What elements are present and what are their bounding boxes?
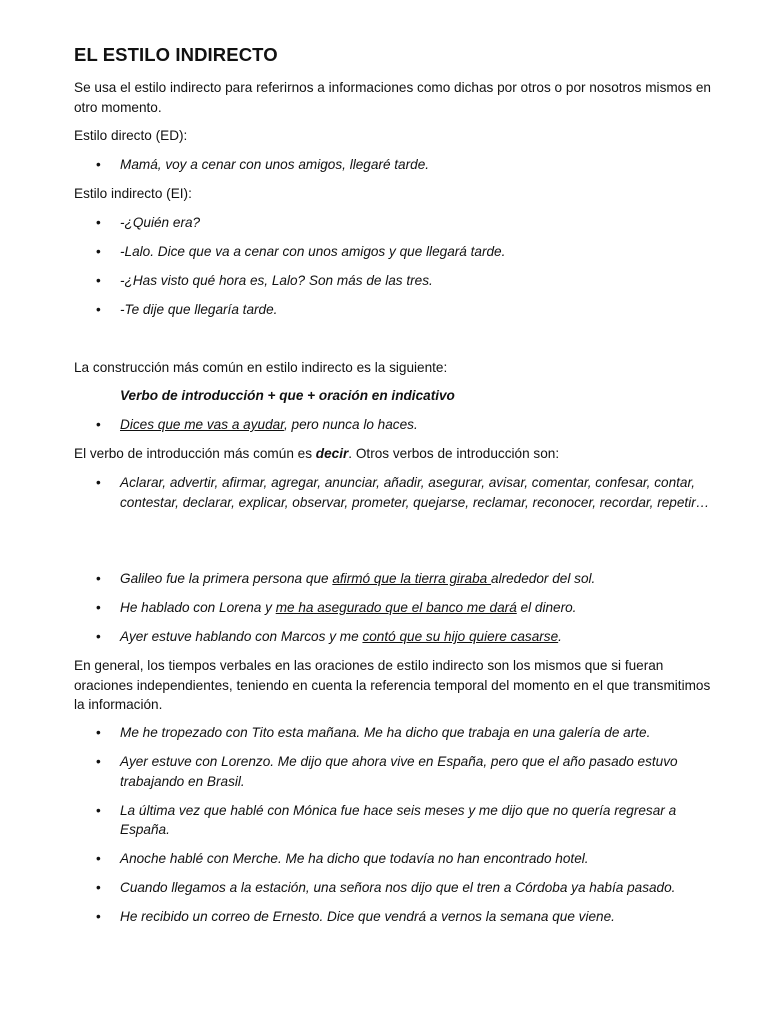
intro-paragraph: Se usa el estilo indirecto para referirnos a informaciones como dichas por otros o por nosotros mismos en otro momento.	[74, 80, 711, 115]
list-item: • Aclarar, advertir, afirmar, agregar, anunciar, añadir, asegurar, avisar, comentar, confesar, contar, contestar, declarar, explicar, observar, prometer, quejarse, reclamar, reconocer, recordar, repetir…	[74, 473, 714, 512]
underlined-text: Dices que me vas a ayudar	[120, 417, 284, 432]
list-item: • -Lalo. Dice que va a cenar con unos amigos y que llegará tarde.	[74, 242, 714, 262]
list-item: • -¿Quién era?	[74, 213, 714, 233]
list-item	[74, 627, 714, 647]
general-paragraph: En general, los tiempos verbales en las oraciones de estilo indirecto son los mismos que si fueran oraciones independientes, teniendo en cuenta la referencia temporal del momento en el que transmitimos la información.	[74, 658, 711, 712]
construction-intro: La construcción más común en estilo indirecto es la siguiente:	[74, 360, 448, 375]
list-item: • Anoche hablé con Merche. Me ha dicho que todavía no han encontrado hotel.	[74, 849, 714, 869]
plain-text: el dinero.	[516, 600, 577, 615]
plain-text: .	[558, 629, 562, 644]
list-item: • Mamá, voy a cenar con unos amigos, llegaré tarde.	[74, 155, 714, 175]
list-item: • Cuando llegamos a la estación, una señora nos dijo que el tren a Córdoba ya había pasado.	[74, 878, 714, 898]
example1-list	[74, 415, 714, 444]
list-item: • -Te dije que llegaría tarde.	[74, 300, 714, 320]
construction-formula: Verbo de introducción + que + oración en indicativo	[120, 388, 455, 403]
ed-list	[74, 155, 714, 184]
plain-text: El verbo de introducción más común es	[74, 446, 316, 461]
ei-label: Estilo indirecto (EI):	[74, 186, 192, 201]
plain-text: Galileo fue la primera persona que	[120, 571, 333, 586]
list-item: • Ayer estuve con Lorenzo. Me dijo que ahora vive en España, pero que el año pasado estuvo trabajando en Brasil.	[74, 752, 714, 791]
list-item: • He recibido un correo de Ernesto. Dice que vendrá a vernos la semana que viene.	[74, 907, 714, 927]
document-title: EL ESTILO INDIRECTO	[74, 44, 278, 65]
list-item	[74, 415, 714, 435]
final-list	[74, 723, 714, 936]
plain-text: alrededor del sol.	[491, 571, 596, 586]
plain-text: Ayer estuve hablando con Marcos y me	[120, 629, 363, 644]
list-item: • -¿Has visto qué hora es, Lalo? Son más de las tres.	[74, 271, 714, 291]
list-item	[74, 569, 714, 589]
examples2-list	[74, 569, 714, 656]
list-item: • La última vez que hablé con Mónica fue hace seis meses y me dijo que no quería regresar a España.	[74, 801, 714, 840]
list-item	[74, 598, 714, 618]
underlined-text: me ha asegurado que el banco me dará	[275, 600, 517, 615]
ed-label: Estilo directo (ED):	[74, 128, 188, 143]
underlined-text: afirmó que la tierra giraba	[332, 571, 492, 586]
plain-text: , pero nunca lo haces.	[283, 417, 418, 432]
list-item: • Me he tropezado con Tito esta mañana. Me ha dicho que trabaja en una galería de arte.	[74, 723, 714, 743]
ei-list	[74, 213, 714, 329]
verb-list	[74, 473, 714, 522]
plain-text: He hablado con Lorena y	[120, 600, 276, 615]
plain-text: . Otros verbos de introducción son:	[348, 446, 560, 461]
underlined-text: contó que su hijo quiere casarse	[362, 629, 559, 644]
verb-paragraph	[74, 444, 714, 464]
bold-text: decir	[315, 446, 349, 461]
